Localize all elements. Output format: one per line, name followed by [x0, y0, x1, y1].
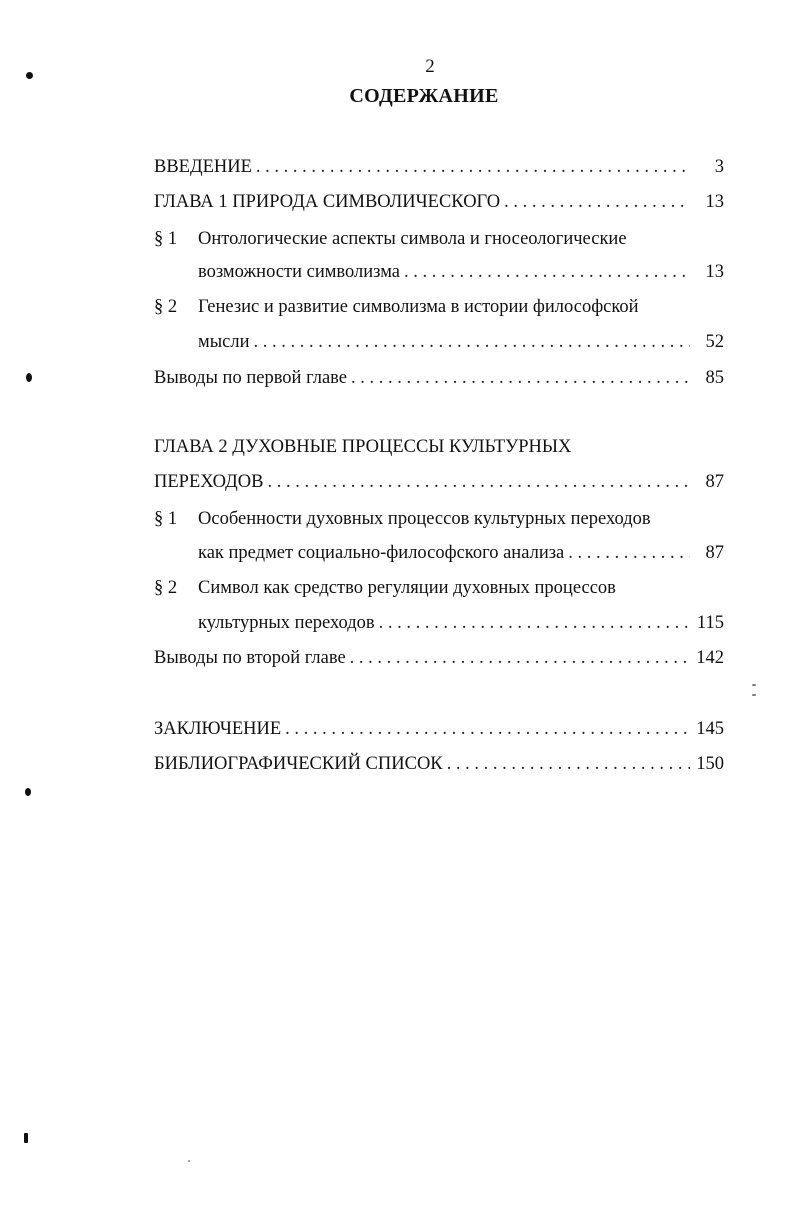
- scan-speck: [24, 1133, 28, 1143]
- toc-entry-chapter-2-line2[interactable]: [154, 469, 724, 495]
- toc-entry-text: Выводы по первой главе: [154, 368, 348, 388]
- toc-page-number: 142: [696, 648, 724, 668]
- dot-leader: [350, 645, 690, 671]
- toc-entry-text: культурных переходов: [198, 613, 375, 633]
- scan-speck: [26, 72, 33, 79]
- toc-entry-text: Символ как средство регуляции духовных процессов: [198, 578, 616, 598]
- toc-entry-ch2-section-2-line2[interactable]: [198, 610, 724, 636]
- toc-entry-ch1-section-2-line2[interactable]: [198, 329, 724, 355]
- toc-entry-text: мысли: [198, 332, 250, 352]
- dot-leader: [267, 469, 690, 495]
- toc-entry-text: БИБЛИОГРАФИЧЕСКИЙ СПИСОК: [154, 754, 443, 774]
- dot-leader: [285, 716, 690, 742]
- scan-speck: [752, 694, 756, 696]
- toc-entry-ch1-section-1-line2[interactable]: [198, 259, 724, 285]
- dot-leader: [253, 329, 690, 355]
- page-number: 2: [425, 56, 435, 77]
- dot-leader: [447, 751, 690, 777]
- toc-page-number: 52: [705, 332, 724, 352]
- toc-page-number: 87: [705, 543, 724, 563]
- toc-page-number: 87: [705, 472, 724, 492]
- scan-speck: [25, 788, 31, 796]
- section-marker: § 2: [154, 578, 178, 598]
- toc-page-number: 145: [696, 719, 724, 739]
- dot-leader: [504, 189, 690, 215]
- toc-page-number: 150: [696, 754, 724, 774]
- toc-entry-text: Выводы по второй главе: [154, 648, 346, 668]
- toc-entry-text: ПЕРЕХОДОВ: [154, 472, 264, 492]
- dot-leader: [351, 365, 690, 391]
- toc-page-number: 3: [714, 157, 724, 177]
- toc-entry-text: ГЛАВА 2 ДУХОВНЫЕ ПРОЦЕССЫ КУЛЬТУРНЫХ: [154, 437, 572, 457]
- toc-entry-text: возможности символизма: [198, 262, 401, 282]
- toc-entry-text: ГЛАВА 1 ПРИРОДА СИМВОЛИЧЕСКОГО: [154, 192, 501, 212]
- toc-page-number: 115: [696, 613, 724, 633]
- toc-entry-text: ЗАКЛЮЧЕНИЕ: [154, 719, 282, 739]
- toc-entry-conclusion[interactable]: [154, 716, 724, 742]
- toc-page-number: 85: [705, 368, 724, 388]
- toc-entry-text: Генезис и развитие символизма в истории философской: [198, 297, 639, 317]
- scan-speck: [188, 1160, 190, 1162]
- toc-entry-ch2-section-1-line2[interactable]: [198, 540, 724, 566]
- toc-entry-ch1-section-1-line1[interactable]: [154, 226, 724, 252]
- scan-speck: [752, 684, 756, 686]
- scan-speck: [26, 373, 32, 382]
- toc-entry-text: Особенности духовных процессов культурных переходов: [198, 509, 651, 529]
- dot-leader: [568, 540, 690, 566]
- toc-page-number: 13: [705, 192, 724, 212]
- toc-entry-text: как предмет социально-философского анализа: [198, 543, 565, 563]
- toc-entry-ch1-section-2-line1[interactable]: [154, 294, 724, 320]
- toc-entry-bibliography[interactable]: [154, 751, 724, 777]
- toc-entry-text: ВВЕДЕНИЕ: [154, 157, 252, 177]
- section-marker: § 2: [154, 297, 178, 317]
- toc-entry-intro[interactable]: [154, 154, 724, 180]
- dot-leader: [404, 259, 690, 285]
- toc-page-number: 13: [705, 262, 724, 282]
- dot-leader: [379, 610, 690, 636]
- section-marker: § 1: [154, 509, 178, 529]
- toc-entry-chapter-1[interactable]: [154, 189, 724, 215]
- toc-entry-ch2-section-2-line1[interactable]: [154, 575, 724, 601]
- toc-entry-ch1-conclusions[interactable]: [154, 365, 724, 391]
- toc-entry-ch2-conclusions[interactable]: [154, 645, 724, 671]
- toc-entry-text: Онтологические аспекты символа и гносеологические: [198, 229, 627, 249]
- toc-entry-ch2-section-1-line1[interactable]: [154, 506, 724, 532]
- section-marker: § 1: [154, 229, 178, 249]
- page-title: СОДЕРЖАНИЕ: [349, 85, 499, 107]
- dot-leader: [256, 154, 690, 180]
- toc-entry-chapter-2-line1[interactable]: [154, 434, 724, 460]
